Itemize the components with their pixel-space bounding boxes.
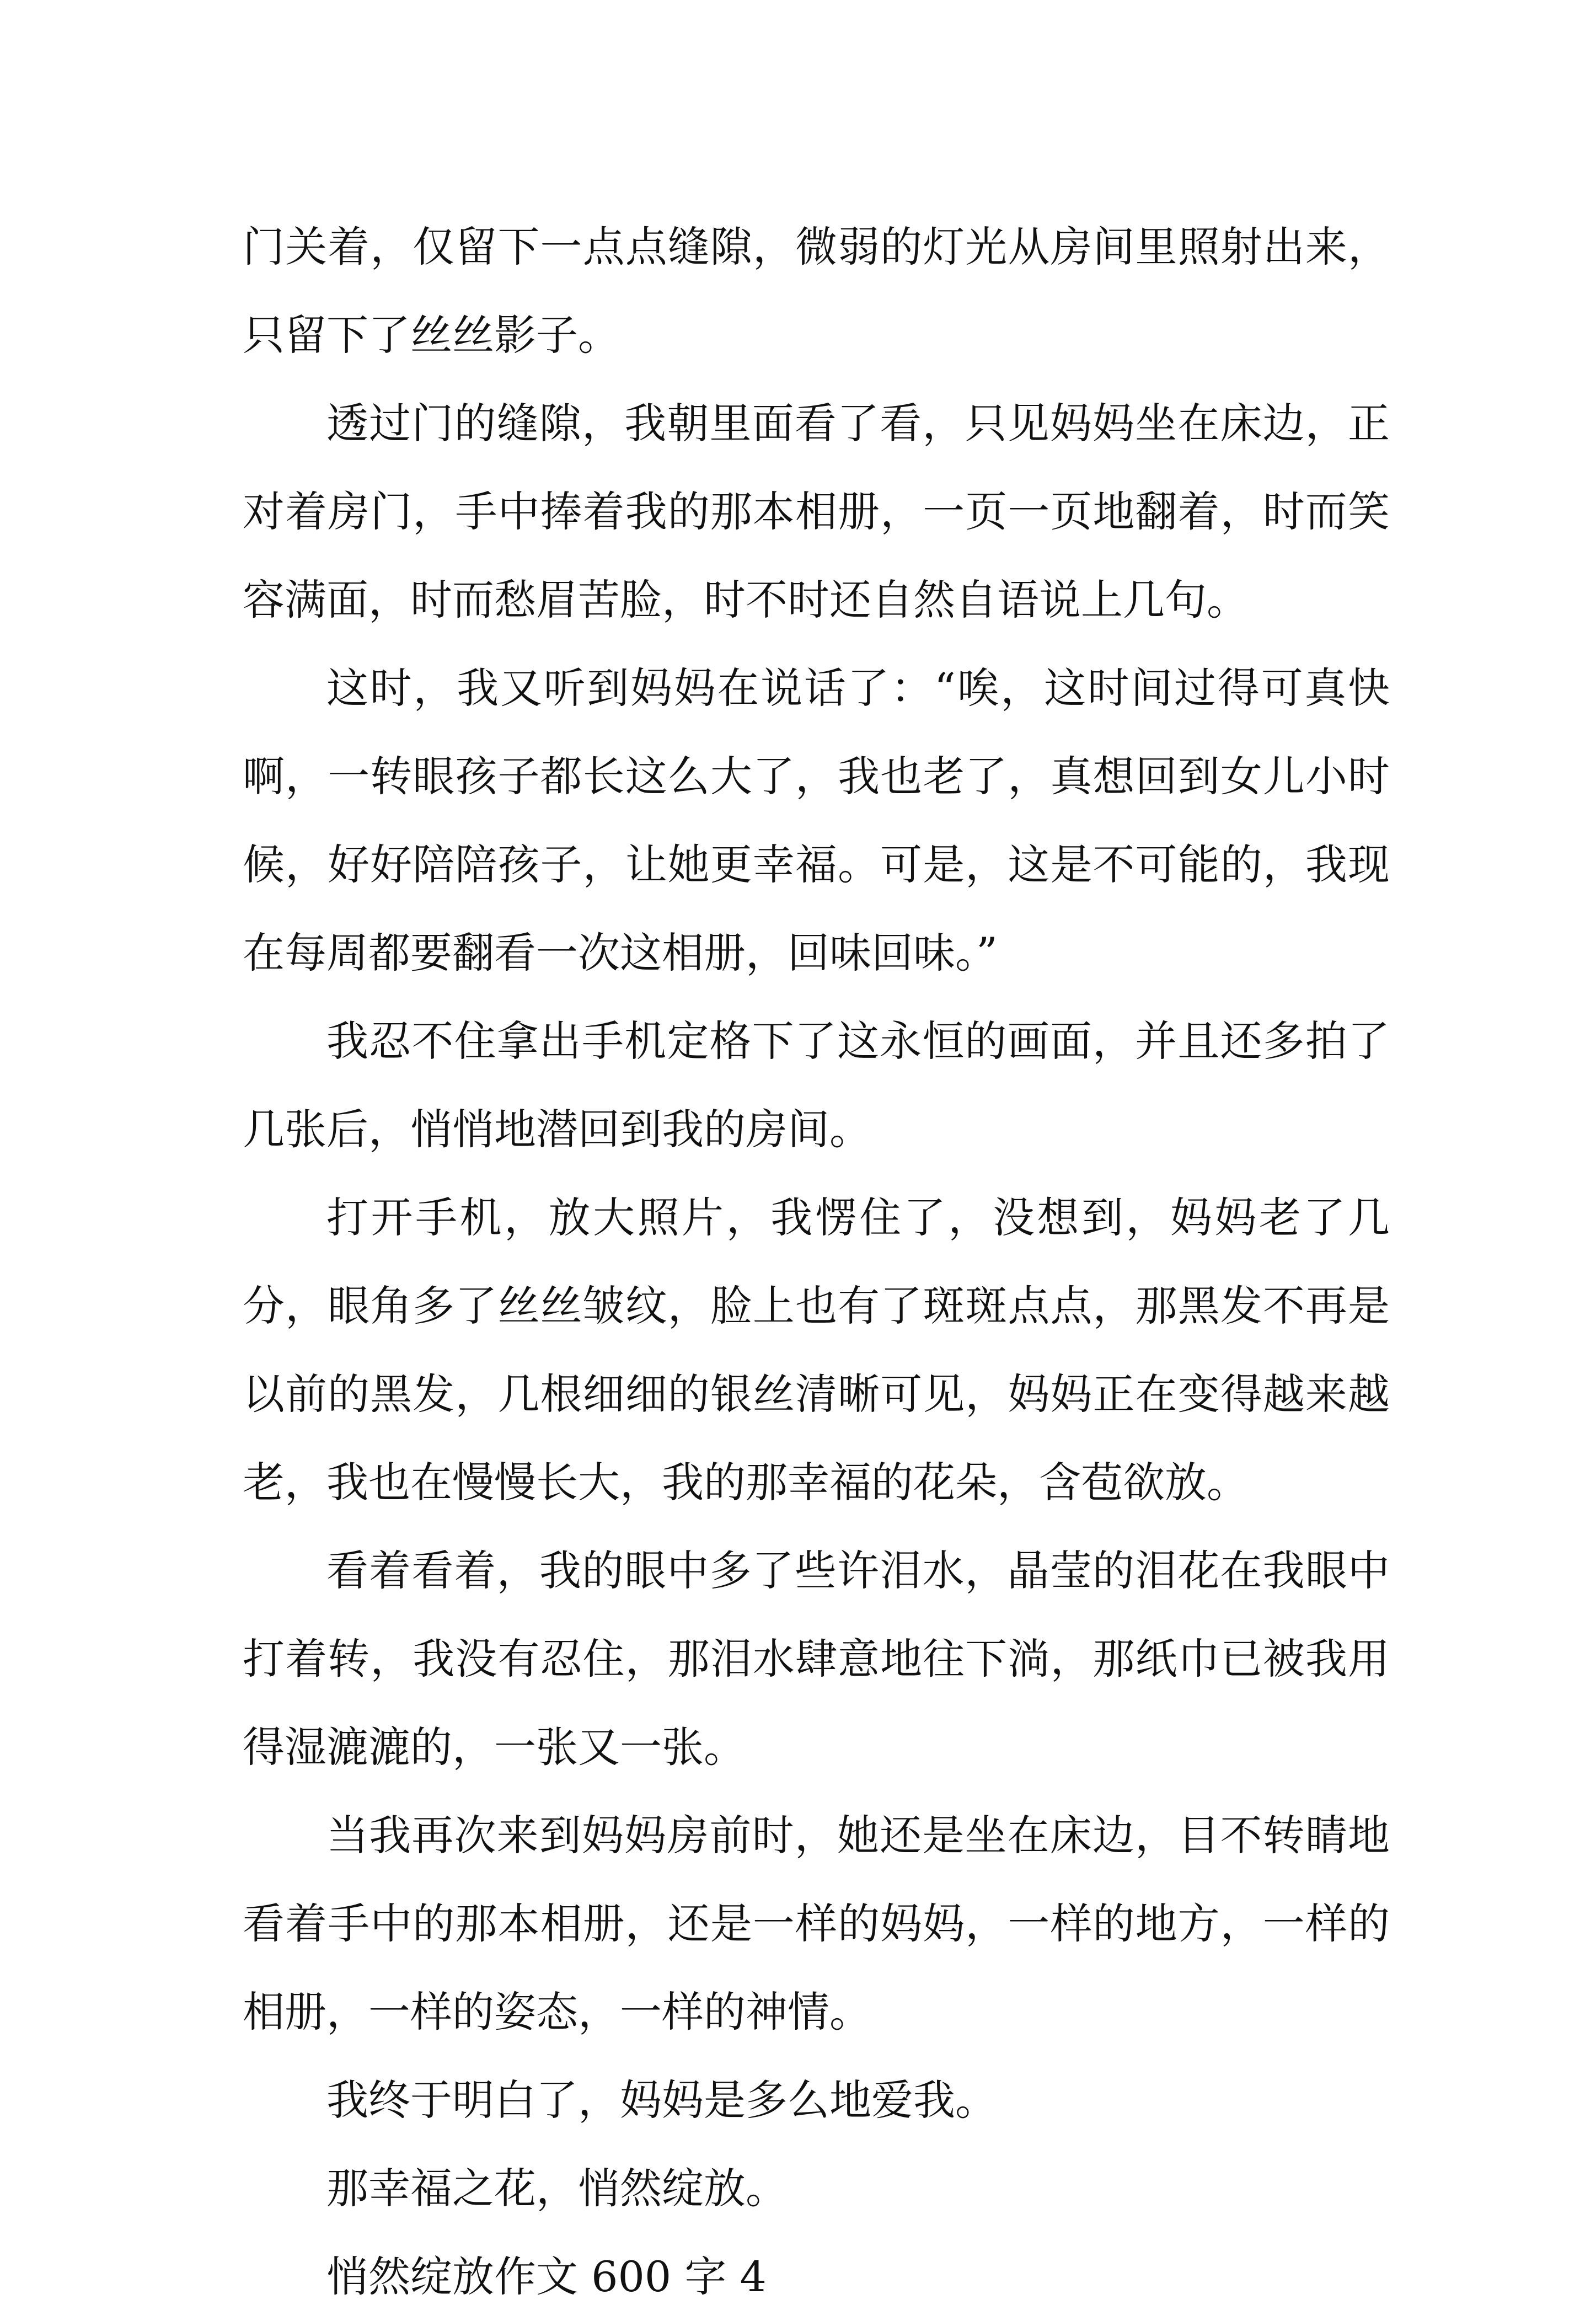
paragraph-2: 透过门的缝隙，我朝里面看了看，只见妈妈坐在床边，正对着房门，手中捧着我的那本相册，一页一页地翻着，时而笑容满面，时而愁眉苦脸，时不时还自然自语说上几句。 [243,399,1390,624]
paragraph-4: 我忍不住拿出手机定格下了这永恒的画面，并且还多拍了几张后，悄悄地潜回到我的房间。 [243,1017,1390,1154]
paragraph-9: 那幸福之花，悄然绽放。 [326,2164,788,2213]
paragraph-1: 门关着，仅留下一点点缝隙，微弱的灯光从房间里照射出来，只留下了丝丝影子。 [243,222,1390,360]
paragraph-7: 当我再次来到妈妈房前时，她还是坐在床边，目不转睛地看着手中的那本相册，还是一样的妈妈，一样的地方，一样的相册，一样的姿态，一样的神情。 [243,1811,1390,2036]
document-body [243,203,1390,2321]
paragraph-6: 看着看着，我的眼中多了些许泪水，晶莹的泪花在我眼中打着转，我没有忍住，那泪水肆意地往下淌，那纸巾已被我用得湿漉漉的，一张又一张。 [243,1546,1390,1772]
paragraph-8: 我终于明白了，妈妈是多么地爱我。 [326,2076,997,2125]
paragraph-3: 这时，我又听到妈妈在说话了：“唉，这时间过得可真快啊，一转眼孩子都长这么大了，我也老了，真想回到女儿小时候，好好陪陪孩子，让她更幸福。可是，这是不可能的，我现在每周都要翻看一次这相册，回味回味。” [243,664,1390,977]
paragraph-5: 打开手机，放大照片，我愣住了，没想到，妈妈老了几分，眼角多了丝丝皱纹，脸上也有了斑斑点点，那黑发不再是以前的黑发，几根细细的银丝清晰可见，妈妈正在变得越来越老，我也在慢慢长大，我的那幸福的花朵，含苞欲放。 [243,1193,1390,1507]
next-section-title: 悄然绽放作文 600 字 4 [326,2252,767,2301]
